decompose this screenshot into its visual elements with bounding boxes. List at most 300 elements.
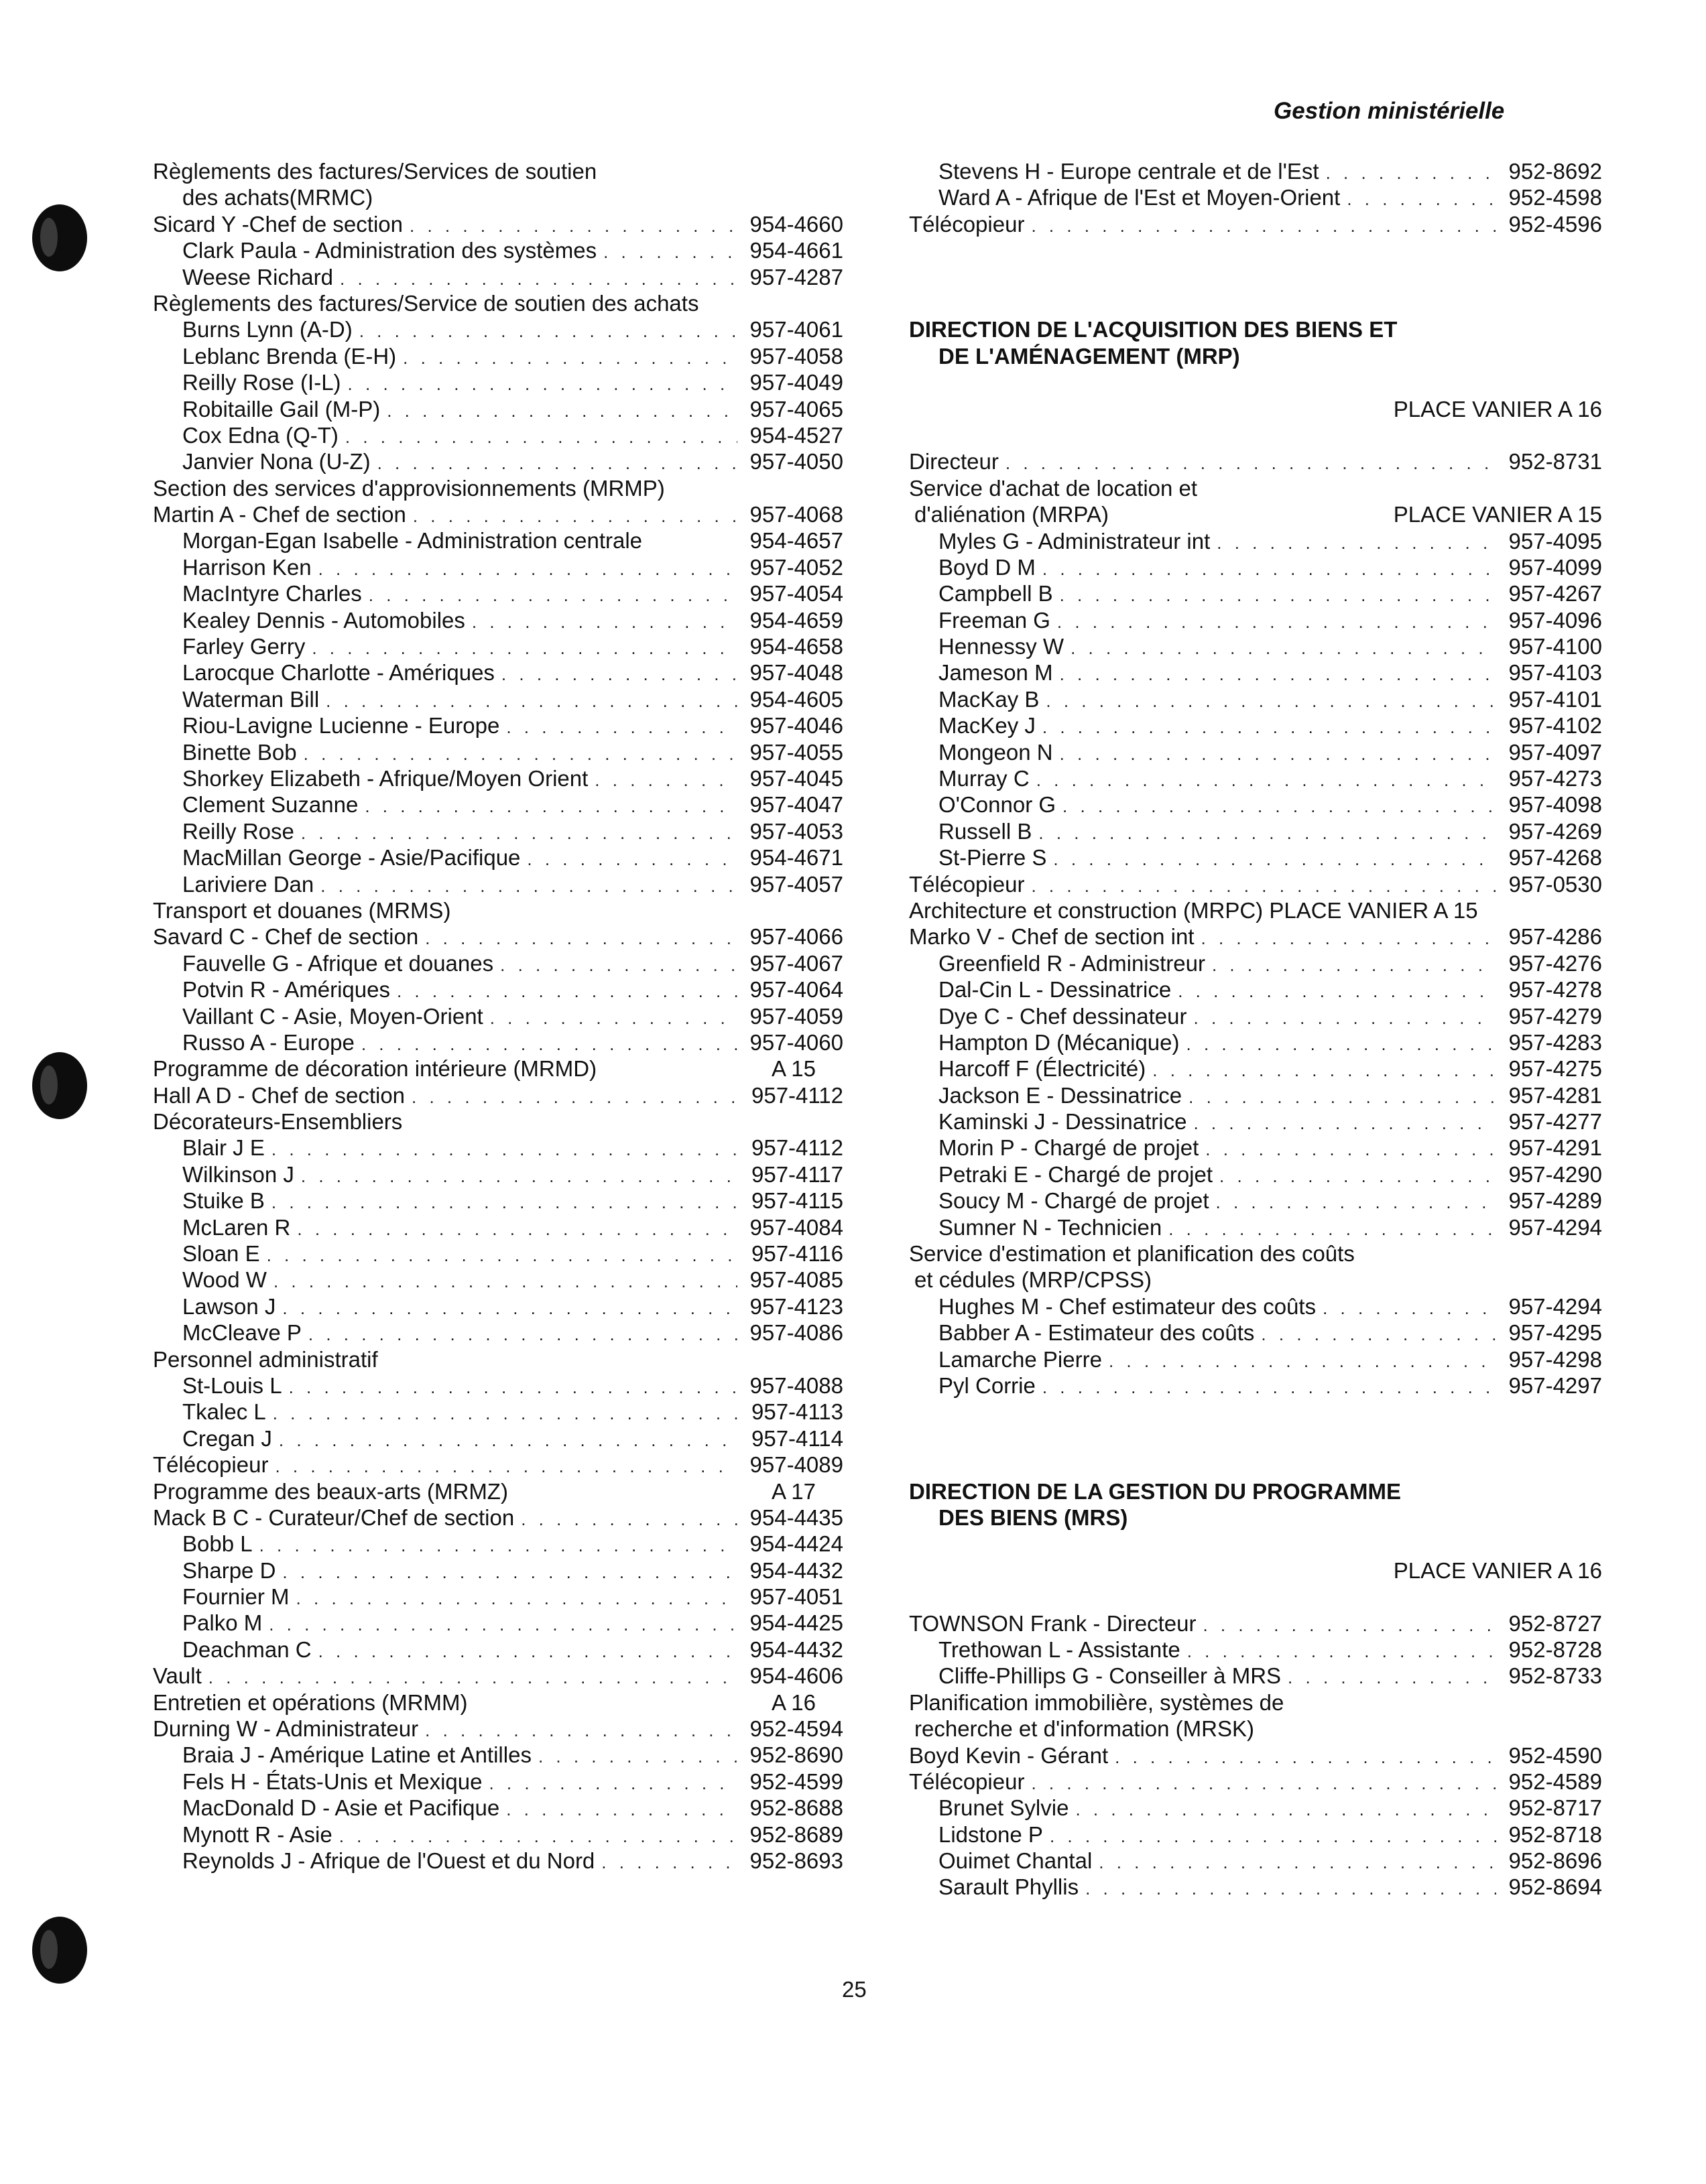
dot-leader	[1193, 1110, 1496, 1137]
entry-name: recherche et d'information (MRSK)	[914, 1716, 1254, 1742]
entry-value: 957-4297	[1508, 1373, 1602, 1398]
dot-leader	[312, 635, 737, 661]
entry-name: Babber A - Estimateur des coûts	[938, 1320, 1255, 1346]
directory-entry	[153, 1135, 843, 1161]
entry-name: d'aliénation (MRPA)	[914, 502, 1109, 527]
directory-entry	[909, 1610, 1602, 1636]
entry-name: Leblanc Brenda (E-H)	[182, 343, 397, 369]
entry-value: 957-4061	[749, 317, 843, 342]
entry-value: 952-8728	[1508, 1636, 1602, 1662]
entry-value: 952-8690	[749, 1742, 843, 1768]
entry-name: Vaillant C - Asie, Moyen-Orient	[182, 1003, 483, 1029]
directory-entry	[153, 791, 843, 818]
entry-name: Harcoff F (Électricité)	[938, 1056, 1146, 1082]
directory-entry	[153, 501, 843, 527]
directory-entry	[153, 844, 843, 871]
dot-leader	[387, 398, 737, 424]
entry-name: MacIntyre Charles	[182, 581, 362, 606]
directory-entry	[909, 1795, 1602, 1821]
entry-value: 957-4066	[749, 924, 843, 950]
dot-leader	[490, 1005, 737, 1031]
dot-leader	[359, 318, 737, 344]
dot-leader	[320, 873, 737, 899]
dot-leader	[259, 1533, 737, 1559]
entry-name: Wilkinson J	[182, 1161, 294, 1187]
section-heading-line2: DE L'AMÉNAGEMENT (MRP)	[938, 343, 1240, 369]
entry-value: 954-4657	[749, 528, 843, 554]
entry-name: Télécopieur	[909, 1769, 1025, 1794]
directory-entry	[153, 1425, 843, 1452]
directory-entry	[153, 527, 843, 554]
entry-name: Janvier Nona (U-Z)	[182, 449, 371, 474]
dot-leader	[1031, 1771, 1496, 1797]
entry-value: 957-4100	[1508, 634, 1602, 659]
directory-entry	[909, 184, 1602, 210]
dot-leader	[1288, 1665, 1496, 1691]
entry-name: Sloan E	[182, 1241, 260, 1267]
entry-name: St-Pierre S	[938, 845, 1047, 871]
directory-entry	[153, 1663, 843, 1689]
directory-entry	[909, 1108, 1602, 1135]
entry-name: Personnel administratif	[153, 1346, 378, 1372]
entry-name: Hampton D (Mécanique)	[938, 1029, 1180, 1055]
entry-value: 954-4659	[749, 607, 843, 633]
entry-value: 957-4103	[1508, 660, 1602, 686]
entry-name: Lamarche Pierre	[938, 1346, 1102, 1372]
dot-leader	[1060, 582, 1496, 608]
dot-leader	[1031, 213, 1496, 239]
spacer	[909, 1452, 1602, 1478]
dot-leader	[271, 1137, 737, 1163]
entry-name: Stevens H - Europe centrale et de l'Est	[938, 159, 1319, 184]
directory-entry	[909, 976, 1602, 1003]
dot-leader	[1347, 186, 1496, 212]
entry-value: 954-4605	[749, 686, 843, 712]
dot-leader	[1261, 1322, 1496, 1348]
dot-leader	[1042, 1374, 1496, 1401]
directory-entry	[153, 1531, 843, 1557]
dot-leader	[403, 345, 737, 371]
entry-value: 957-4059	[749, 1003, 843, 1029]
entry-value: 954-4671	[749, 845, 843, 871]
dot-leader	[1057, 609, 1496, 635]
entry-name: Soucy M - Chargé de projet	[938, 1188, 1209, 1214]
entry-value: 957-4095	[1508, 528, 1602, 554]
directory-entry	[153, 1055, 843, 1082]
directory-entry	[909, 844, 1602, 871]
directory-entry	[153, 211, 843, 237]
directory-entry	[909, 633, 1602, 659]
entry-value: A 15	[771, 1056, 816, 1082]
directory-entry	[153, 1346, 843, 1372]
dot-leader	[339, 1823, 737, 1850]
entry-name: Hennessy W	[938, 634, 1064, 659]
entry-name: Boyd Kevin - Gérant	[909, 1742, 1109, 1768]
directory-entry	[153, 1848, 843, 1874]
dot-leader	[273, 1401, 737, 1427]
directory-entry	[909, 818, 1602, 844]
directory-entry	[153, 369, 843, 395]
dot-leader	[345, 424, 737, 450]
dot-leader	[1168, 1216, 1496, 1242]
entry-value: 957-4298	[1508, 1346, 1602, 1372]
directory-entry	[909, 1135, 1602, 1161]
entry-value: 954-4660	[749, 211, 843, 237]
entry-name: Service d'achat de location et	[909, 475, 1198, 501]
directory-entry	[153, 923, 843, 950]
dot-leader	[296, 1586, 737, 1612]
entry-name: Ward A - Afrique de l'Est et Moyen-Orient	[938, 185, 1341, 210]
entry-name: Freeman G	[938, 607, 1050, 633]
directory-entry	[153, 1082, 843, 1108]
directory-entry	[153, 237, 843, 263]
directory-entry	[909, 923, 1602, 950]
dot-leader	[1194, 1005, 1497, 1031]
spacer	[909, 422, 1602, 448]
directory-entry	[153, 1108, 843, 1135]
dot-leader	[279, 1427, 737, 1454]
entry-value: 957-4086	[749, 1320, 843, 1346]
dot-leader	[506, 714, 737, 741]
directory-entry	[153, 1240, 843, 1267]
directory-entry	[153, 1452, 843, 1478]
entry-value: 952-8696	[1508, 1848, 1602, 1874]
dot-leader	[489, 1771, 737, 1797]
entry-name: Fauvelle G - Afrique et douanes	[182, 950, 494, 976]
entry-name: Vault	[153, 1663, 202, 1689]
entry-value: 952-8692	[1508, 159, 1602, 184]
entry-name: Mack B C - Curateur/Chef de section	[153, 1504, 515, 1530]
entry-name: Lariviere Dan	[182, 871, 314, 897]
dot-leader	[289, 1374, 737, 1401]
section-heading-line1: DIRECTION DE L'ACQUISITION DES BIENS ET	[909, 317, 1398, 342]
entry-value: 957-4267	[1508, 581, 1602, 606]
entry-value: 957-4052	[749, 554, 843, 580]
directory-entry	[909, 686, 1602, 712]
entry-name: Blair J E	[182, 1135, 265, 1161]
entry-name: McLaren R	[182, 1214, 291, 1240]
entry-value: 957-4279	[1508, 1003, 1602, 1029]
entry-name: Sumner N - Technicien	[938, 1214, 1162, 1240]
directory-entry	[153, 897, 843, 923]
entry-value: 952-8689	[749, 1821, 843, 1847]
entry-value: 952-4596	[1508, 211, 1602, 237]
entry-name: Télécopieur	[909, 871, 1025, 897]
entry-name: Morin P - Chargé de projet	[938, 1135, 1199, 1161]
directory-entry	[909, 1689, 1602, 1716]
entry-name: Service d'estimation et planification des coûts	[909, 1241, 1355, 1267]
section-heading-line2: DES BIENS (MRS)	[938, 1504, 1128, 1530]
entry-name: Sarault Phyllis	[938, 1874, 1079, 1900]
entry-value: 957-4289	[1508, 1188, 1602, 1214]
dot-leader	[318, 1639, 737, 1665]
directory-entry	[153, 475, 843, 501]
entry-value: 954-4658	[749, 634, 843, 659]
entry-name: Brunet Sylvie	[938, 1795, 1069, 1821]
entry-value: 957-4291	[1508, 1135, 1602, 1161]
entry-name: Larocque Charlotte - Amériques	[182, 660, 495, 686]
dot-leader	[1062, 793, 1496, 820]
dot-leader	[1186, 1031, 1497, 1057]
dot-leader	[267, 1242, 737, 1269]
dot-leader	[269, 1612, 737, 1638]
directory-entry	[153, 633, 843, 659]
entry-name: MacDonald D - Asie et Pacifique	[182, 1795, 500, 1821]
directory-entry	[909, 791, 1602, 818]
directory-entry	[153, 871, 843, 897]
dot-leader	[365, 793, 737, 820]
entry-value: 954-4424	[749, 1531, 843, 1557]
entry-value: 957-4294	[1508, 1293, 1602, 1319]
directory-entry	[909, 739, 1602, 765]
entry-name: Wood W	[182, 1267, 267, 1293]
entry-name: Cox Edna (Q-T)	[182, 422, 339, 448]
dot-leader	[208, 1665, 737, 1691]
dot-leader	[412, 1084, 737, 1110]
entry-name: Mynott R - Asie	[182, 1821, 332, 1847]
directory-entry	[909, 607, 1602, 633]
entry-value: A 17	[771, 1478, 816, 1504]
directory-entry	[153, 765, 843, 791]
entry-value: 952-4598	[1508, 185, 1602, 210]
dot-leader	[1099, 1850, 1496, 1876]
directory-entry	[909, 158, 1602, 184]
directory-entry	[153, 1504, 843, 1531]
entry-name: Boyd D M	[938, 554, 1036, 580]
entry-value: 957-4065	[749, 396, 843, 422]
entry-value: 957-4049	[749, 370, 843, 395]
entry-name: McCleave P	[182, 1320, 302, 1346]
left-column	[153, 158, 843, 1874]
entry-value: 954-4432	[749, 1557, 843, 1583]
entry-value: 954-4425	[749, 1610, 843, 1636]
directory-entry	[153, 607, 843, 633]
spacer	[909, 369, 1602, 395]
entry-name: Riou-Lavigne Lucienne - Europe	[182, 713, 500, 738]
entry-value: 957-4098	[1508, 792, 1602, 818]
directory-entry	[909, 1293, 1602, 1320]
directory-entry	[153, 976, 843, 1003]
page-header-title: Gestion ministérielle	[1274, 98, 1505, 124]
directory-entry	[909, 211, 1602, 237]
entry-name: Sicard Y -Chef de section	[153, 211, 403, 237]
binder-hole-top	[32, 204, 87, 271]
dot-leader	[369, 582, 737, 608]
entry-name: Weese Richard	[182, 264, 333, 290]
entry-value: 957-4112	[751, 1082, 843, 1108]
entry-name: Kaminski J - Dessinatrice	[938, 1109, 1187, 1135]
dot-leader	[1201, 925, 1496, 952]
entry-value: 957-4268	[1508, 845, 1602, 871]
directory-entry	[909, 1003, 1602, 1029]
dot-leader	[601, 1850, 737, 1876]
entry-value: 952-4594	[749, 1716, 843, 1742]
directory-entry	[909, 1187, 1602, 1214]
directory-entry	[909, 1240, 1602, 1267]
entry-name: Section des services d'approvisionnements (MRMP)	[153, 475, 665, 501]
directory-entry	[909, 765, 1602, 791]
dot-leader	[297, 1216, 737, 1242]
entry-name: Savard C - Chef de section	[153, 924, 419, 950]
dot-leader	[1006, 450, 1496, 476]
entry-name: Cliffe-Phillips G - Conseiller à MRS	[938, 1663, 1282, 1689]
dot-leader	[1036, 767, 1496, 793]
directory-entry	[153, 686, 843, 712]
entry-value: 957-4054	[749, 581, 843, 606]
entry-name: Durning W - Administrateur	[153, 1716, 419, 1742]
dot-leader	[1085, 1876, 1496, 1902]
directory-entry	[909, 528, 1602, 554]
entry-value: 957-4283	[1508, 1029, 1602, 1055]
entry-value: 957-4275	[1508, 1056, 1602, 1082]
entry-name: Télécopieur	[153, 1452, 269, 1478]
entry-name: Murray C	[938, 766, 1030, 791]
entry-value: 957-4287	[749, 264, 843, 290]
entry-value: 957-4276	[1508, 950, 1602, 976]
entry-name: Règlements des factures/Services de soutien	[153, 159, 597, 184]
dot-leader	[1031, 873, 1496, 899]
entry-name: Reynolds J - Afrique de l'Ouest et du Nord	[182, 1848, 595, 1873]
directory-entry	[153, 1636, 843, 1663]
entry-name: Trethowan L - Assistante	[938, 1636, 1180, 1662]
entry-value: 954-4606	[749, 1663, 843, 1689]
directory-entry	[153, 184, 843, 210]
directory-entry	[909, 1848, 1602, 1874]
entry-name: Morgan-Egan Isabelle - Administration centrale	[182, 528, 643, 554]
directory-entry	[153, 1610, 843, 1636]
entry-name: Jackson E - Dessinatrice	[938, 1082, 1182, 1108]
dot-leader	[425, 1718, 737, 1744]
entry-value: 957-4045	[749, 765, 843, 791]
entry-name: MacKay B	[938, 686, 1040, 712]
entry-name: Martin A - Chef de section	[153, 502, 406, 527]
directory-entry	[153, 1689, 843, 1716]
entry-name: Lawson J	[182, 1293, 276, 1319]
entry-name: Greenfield R - Administreur	[938, 950, 1205, 976]
right-column	[909, 158, 1602, 1901]
directory-entry	[909, 659, 1602, 686]
entry-name: St-Louis L	[182, 1372, 282, 1398]
section-heading-line1: DIRECTION DE LA GESTION DU PROGRAMME	[909, 1478, 1401, 1504]
dot-leader	[1038, 820, 1496, 846]
page-number: 25	[842, 1977, 867, 2002]
entry-name: Clement Suzanne	[182, 792, 359, 818]
entry-name: Transport et douanes (MRMS)	[153, 897, 451, 923]
dot-leader	[538, 1744, 737, 1770]
dot-leader	[1042, 556, 1496, 582]
entry-name: Fels H - États-Unis et Mexique	[182, 1769, 483, 1794]
dot-leader	[410, 213, 737, 239]
directory-entry	[153, 818, 843, 844]
entry-name: Cregan J	[182, 1425, 272, 1451]
dot-leader	[1075, 1797, 1496, 1823]
directory-entry	[909, 1716, 1602, 1742]
dot-leader	[1115, 1744, 1496, 1771]
directory-entry	[909, 1821, 1602, 1848]
directory-entry	[909, 897, 1602, 923]
entry-name: Programme de décoration intérieure (MRMD)	[153, 1056, 597, 1082]
directory-entry	[153, 158, 843, 184]
dot-leader	[282, 1295, 737, 1322]
dot-leader	[377, 450, 737, 476]
entry-value: 952-4590	[1508, 1742, 1602, 1768]
location-label: PLACE VANIER A 16	[1393, 1557, 1602, 1583]
dot-leader	[603, 239, 737, 265]
entry-value: 957-4113	[751, 1399, 843, 1425]
directory-entry	[909, 1769, 1602, 1795]
directory-entry	[909, 1742, 1602, 1769]
dot-leader	[301, 820, 737, 846]
entry-name: Burns Lynn (A-D)	[182, 317, 353, 342]
entry-value: 957-4084	[749, 1214, 843, 1240]
dot-leader	[1178, 978, 1496, 1005]
entry-name: Planification immobilière, systèmes de	[909, 1689, 1284, 1715]
entry-value: 952-8731	[1508, 449, 1602, 474]
entry-value: 957-4053	[749, 818, 843, 844]
entry-value: 957-4060	[749, 1029, 843, 1055]
entry-value: 952-8733	[1508, 1663, 1602, 1689]
entry-value: 957-4085	[749, 1267, 843, 1293]
entry-name: Shorkey Elizabeth - Afrique/Moyen Orient	[182, 765, 589, 791]
entry-name: Braia J - Amérique Latine et Antilles	[182, 1742, 532, 1768]
entry-name: Programme des beaux-arts (MRMZ)	[153, 1478, 508, 1504]
entry-value: 952-8693	[749, 1848, 843, 1873]
spacer	[909, 1531, 1602, 1557]
dot-leader	[1217, 530, 1496, 556]
directory-entry	[909, 950, 1602, 976]
dot-leader	[1189, 1084, 1496, 1110]
directory-entry	[153, 343, 843, 369]
dot-leader	[1219, 1163, 1496, 1190]
dot-leader	[326, 688, 737, 714]
dot-leader	[275, 1454, 737, 1480]
dot-leader	[308, 1322, 737, 1348]
entry-value: 957-4048	[749, 660, 843, 686]
dot-leader	[472, 609, 737, 635]
directory-entry	[909, 871, 1602, 897]
dot-leader	[397, 978, 737, 1005]
directory-entry	[909, 1029, 1602, 1055]
dot-leader	[425, 925, 737, 952]
entry-value: 957-4278	[1508, 977, 1602, 1003]
entry-value: 957-4088	[749, 1372, 843, 1398]
entry-name: Lidstone P	[938, 1821, 1043, 1847]
directory-entry	[153, 1187, 843, 1214]
entry-value: 957-4050	[749, 449, 843, 474]
directory-entry	[153, 1557, 843, 1584]
entry-value: 957-4047	[749, 792, 843, 818]
entry-name: O'Connor G	[938, 792, 1056, 818]
entry-value: 957-4114	[751, 1425, 843, 1451]
entry-value: 952-8688	[749, 1795, 843, 1821]
directory-entry	[153, 659, 843, 686]
entry-name: Fournier M	[182, 1584, 290, 1610]
entry-name: Russell B	[938, 818, 1032, 844]
directory-entry	[153, 1161, 843, 1187]
directory-entry	[153, 1584, 843, 1610]
spacer	[909, 237, 1602, 263]
entry-name: Sharpe D	[182, 1557, 276, 1583]
entry-name: Kealey Dennis - Automobiles	[182, 607, 465, 633]
location-label: PLACE VANIER A 16	[1393, 396, 1602, 422]
directory-entry	[153, 950, 843, 976]
dot-leader	[1326, 160, 1496, 186]
directory-entry	[909, 1874, 1602, 1900]
entry-name: Reilly Rose	[182, 818, 294, 844]
directory-entry	[909, 501, 1602, 527]
entry-name: MacMillan George - Asie/Pacifique	[182, 845, 521, 871]
entry-name: Stuike B	[182, 1188, 265, 1214]
